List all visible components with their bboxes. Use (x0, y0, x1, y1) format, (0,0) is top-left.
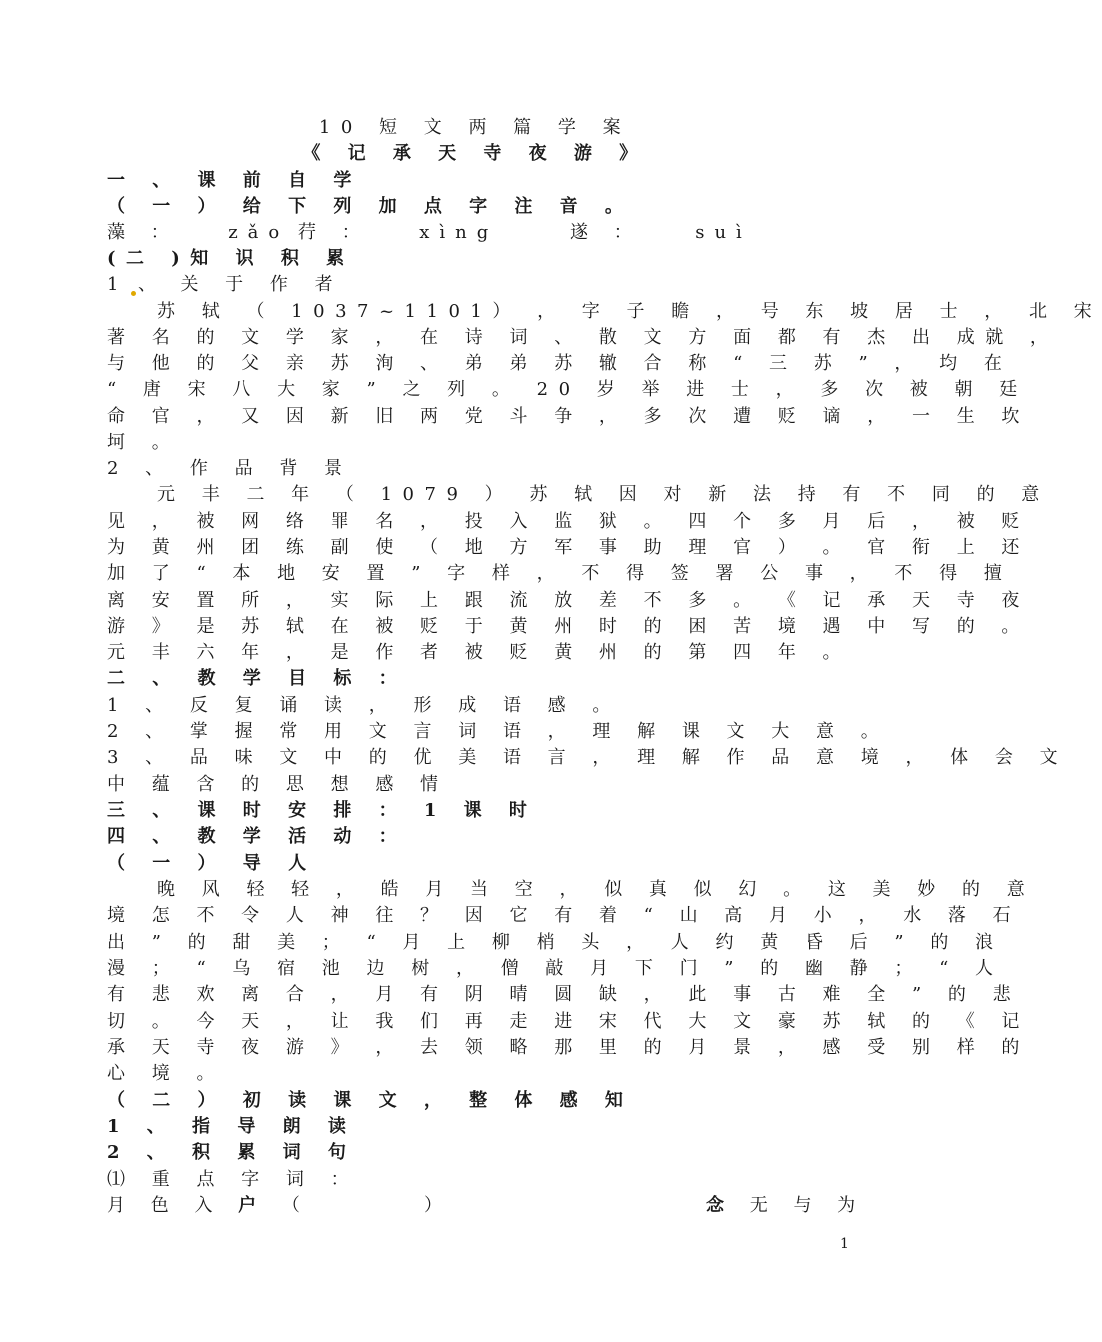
vocab-heading: ⑴ 重 点 字 词 ： (107, 1169, 360, 1190)
author-line: 命 官 ， 又 因 新 旧 两 党 斗 争 ， 多 次 遭 贬 谪 ， 一 生 坎 (107, 406, 1030, 427)
section-4-heading: 四 、 教 学 活 动 ： (107, 826, 408, 847)
section-1-heading: 一 、 课 前 自 学 (107, 170, 362, 191)
background-line: 为 黄 州 团 练 副 使 （ 地 方 军 事 助 理 官 ） 。 官 衔 上 还 (107, 537, 1030, 558)
intro-line: 境 怎 不 令 人 神 往 ？ 因 它 有 着 “ 山 高 月 小 ， 水 落 石 (107, 905, 1022, 926)
background-heading: 2 、 作 品 背 景 (107, 458, 353, 479)
page-number: 1 (840, 1236, 849, 1252)
author-line: “ 唐 宋 八 大 家 ” 之 列 。 20 岁 举 进 士 ， 多 次 被 朝 廷 (107, 379, 1028, 400)
section-1-sub-1: （ 一 ） 给 下 列 加 点 字 注 音 。 (107, 196, 634, 217)
section-3-heading: 三 、 课 时 安 排 ： 1 课 时 (107, 800, 538, 821)
background-line: 加 了 “ 本 地 安 置 ” 字 样 ， 不 得 签 署 公 事 ， 不 得 擅 (107, 563, 1013, 584)
step-2: 2 、 积 累 词 句 (107, 1142, 357, 1163)
section-1-sub-2: (二 )知 识 积 累 (107, 248, 355, 269)
background-line: 离 安 置 所 ， 实 际 上 跟 流 放 差 不 多 。 《 记 承 天 寺 夜 (107, 590, 1030, 611)
goal-item: 3 、 品 味 文 中 的 优 美 语 言 ， 理 解 作 品 意 境 ， 体 会 文 (107, 747, 1069, 768)
background-line: 元 丰 六 年 ， 是 作 者 被 贬 黄 州 的 第 四 年 。 (107, 642, 852, 663)
intro-line: 心 境 。 (107, 1063, 225, 1084)
vocab-right: 念 无 与 为 (706, 1195, 866, 1216)
pinyin-value: xìng (419, 222, 499, 243)
background-line: 游 》 是 苏 轼 在 被 贬 于 黄 州 时 的 困 苦 境 遇 中 写 的 。 (107, 616, 1030, 637)
author-heading: 1 、 关 于 作 者 (107, 274, 344, 295)
background-line: 见 ， 被 网 络 罪 名 ， 投 入 监 狱 。 四 个 多 月 后 ， 被 贬 (107, 511, 1030, 532)
marker-dot-icon (131, 291, 136, 296)
goal-item: 1 、 反 复 诵 读 ， 形 成 语 感 。 (107, 695, 621, 716)
pinyin-item-2 (298, 220, 498, 246)
author-line: 著 名 的 文 学 家 ， 在 诗 词 、 散 文 方 面 都 有 杰 出 成就 ， (107, 327, 1059, 348)
pinyin-item-1 (107, 220, 289, 246)
pinyin-char: 遂 ： (570, 222, 642, 243)
vocab-blank-close: ） (424, 1195, 452, 1216)
intro-line: 切 。 今 天 ， 让 我 们 再 走 进 宋 代 大 文 豪 苏 轼 的 《 记 (107, 1011, 1030, 1032)
pinyin-char: 藻 ： (107, 222, 179, 243)
author-line: 坷 。 (107, 432, 181, 453)
section-2-heading: 二 、 教 学 目 标 ： (107, 668, 408, 689)
pinyin-item-3 (570, 220, 752, 246)
section-4-sub-1: （ 一 ） 导 人 (107, 853, 317, 874)
intro-line: 有 悲 欢 离 合 ， 月 有 阴 晴 圆 缺 ， 此 事 古 难 全 ” 的 悲 (107, 984, 1022, 1005)
goal-item: 2 、 掌 握 常 用 文 言 词 语 ， 理 解 课 文 大 意 。 (107, 721, 890, 742)
pinyin-value: suì (695, 222, 752, 243)
goal-item: 中 蕴 含 的 思 想 感 情 (107, 774, 449, 795)
author-line: 与 他 的 父 亲 苏 洵 、 弟 弟 苏 辙 合 称 “ 三 苏 ” ， 均 在 (107, 353, 1013, 374)
intro-line: 晚 风 轻 轻 ， 皓 月 当 空 ， 似 真 似 幻 。 这 美 妙 的 意 (157, 879, 1036, 900)
pinyin-value: zǎo (228, 222, 290, 243)
vocab-left: 月 色 入 户 （ (107, 1195, 310, 1216)
step-1: 1 、 指 导 朗 读 (107, 1116, 357, 1137)
doc-subtitle: 《 记 承 天 寺 夜 游 》 (302, 143, 648, 164)
intro-line: 承 天 寺 夜 游 》 ， 去 领 略 那 里 的 月 景 ， 感 受 别 样 的 (107, 1037, 1030, 1058)
intro-line: 漫 ； “ 乌 宿 池 边 树 ， 僧 敲 月 下 门 ” 的 幽 静 ； “ 人 (107, 958, 1004, 979)
background-line: 元 丰 二 年 （ 1079 ） 苏 轼 因 对 新 法 持 有 不 同 的 意 (157, 484, 1050, 505)
pinyin-char: 荇 ： (298, 222, 370, 243)
doc-title: 10 短 文 两 篇 学 案 (318, 117, 632, 138)
author-line: 苏 轼 （ 1037~1101） ， 字 子 瞻 ， 号 东 坡 居 士 ， 北 宋 (157, 301, 1102, 322)
section-4-sub-2: （ 二 ） 初 读 课 文 ， 整 体 感 知 (107, 1090, 634, 1111)
intro-line: 出 ” 的 甜 美 ； “ 月 上 柳 梢 头 ， 人 约 黄 昏 后 ” 的 浪 (107, 932, 1004, 953)
